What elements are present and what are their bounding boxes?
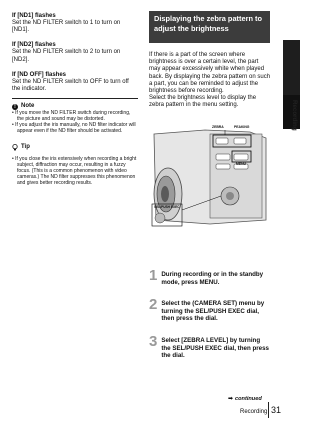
note-block: [12, 103, 138, 134]
lightbulb-icon: [12, 138, 18, 156]
continued-marker: [228, 395, 262, 402]
peaking-button-label: PEAKING: [234, 125, 250, 129]
intro-text: If there is a part of the screen where brightness is over a certain level, the part may appear excessively white when played back. By displaying the zebra pattern on such a part, you can be reminded to adjust the brightness before recording. Select the brightness level to display the zebra pattern in the menu setting.: [149, 52, 271, 109]
menu-button-label: MENU: [236, 162, 246, 166]
note-icon: !: [12, 104, 18, 110]
note-title: Note: [21, 103, 35, 110]
sidebar-label: Recording: [291, 100, 298, 131]
nd2-heading: If [ND2] flashes: [12, 42, 56, 49]
nd1-body: Set the ND FILTER switch to 1 to turn on [ND1].: [12, 20, 121, 34]
nd1-heading: If [ND1] flashes: [12, 13, 56, 19]
step-number: 2: [149, 296, 158, 313]
step-3: [149, 334, 271, 360]
sidebar-strip: [283, 40, 300, 95]
nd-off-heading: If [ND OFF] flashes: [12, 71, 67, 78]
tip-item: • If you close the iris extensively when recording a bright subject, diffraction may occur, resulting in a fuzzy focus. (This is a common phenomenon with video cameras.) The ND filter suppresses this phenomenon and gives better recording results.: [12, 156, 137, 187]
page-number: 31: [270, 405, 281, 415]
step-text: Select the (CAMERA SET) menu by turning the SEL/PUSH EXEC dial, then press the dial.: [161, 300, 265, 323]
step-1: [149, 268, 271, 286]
step-text: Select [ZEBRA LEVEL] by turning the SEL/PUSH EXEC dial, then press the dial.: [161, 337, 269, 360]
step-text: During recording or in the standby mode, press MENU.: [161, 271, 264, 286]
footer-section: Recording: [240, 409, 268, 415]
sel-push-exec-label: SEL/PUSH EXEC: [154, 205, 180, 209]
zebra-button-label: ZEBRA: [212, 125, 224, 129]
arrow-right-icon: ➡: [228, 396, 234, 402]
tip-title: Tip: [21, 143, 30, 150]
note-item: • If you adjust the iris manually, no ND filter indicator will appear even if the ND filter should be activated.: [12, 122, 136, 135]
continued-text: continued: [235, 395, 262, 402]
section-title-banner: [149, 11, 270, 43]
section-title: Displaying the zebra pattern to adjust the brightness: [154, 14, 263, 33]
step-number: 3: [149, 333, 158, 350]
left-column: [12, 13, 138, 186]
note-item: • If you move the ND FILTER switch during recording, the picture and sound may be distorted.: [12, 110, 131, 123]
tip-block: [12, 138, 138, 186]
nd-off-body: Set the ND FILTER switch to OFF to turn off the indicator.: [12, 78, 129, 93]
divider: [12, 98, 138, 99]
nd2-body: Set the ND FILTER switch to 2 to turn on [ND2].: [12, 49, 121, 63]
step-2: [149, 297, 271, 323]
step-number: 1: [149, 267, 158, 284]
page-number-box: [268, 402, 283, 418]
camcorder-illustration: [150, 124, 270, 228]
